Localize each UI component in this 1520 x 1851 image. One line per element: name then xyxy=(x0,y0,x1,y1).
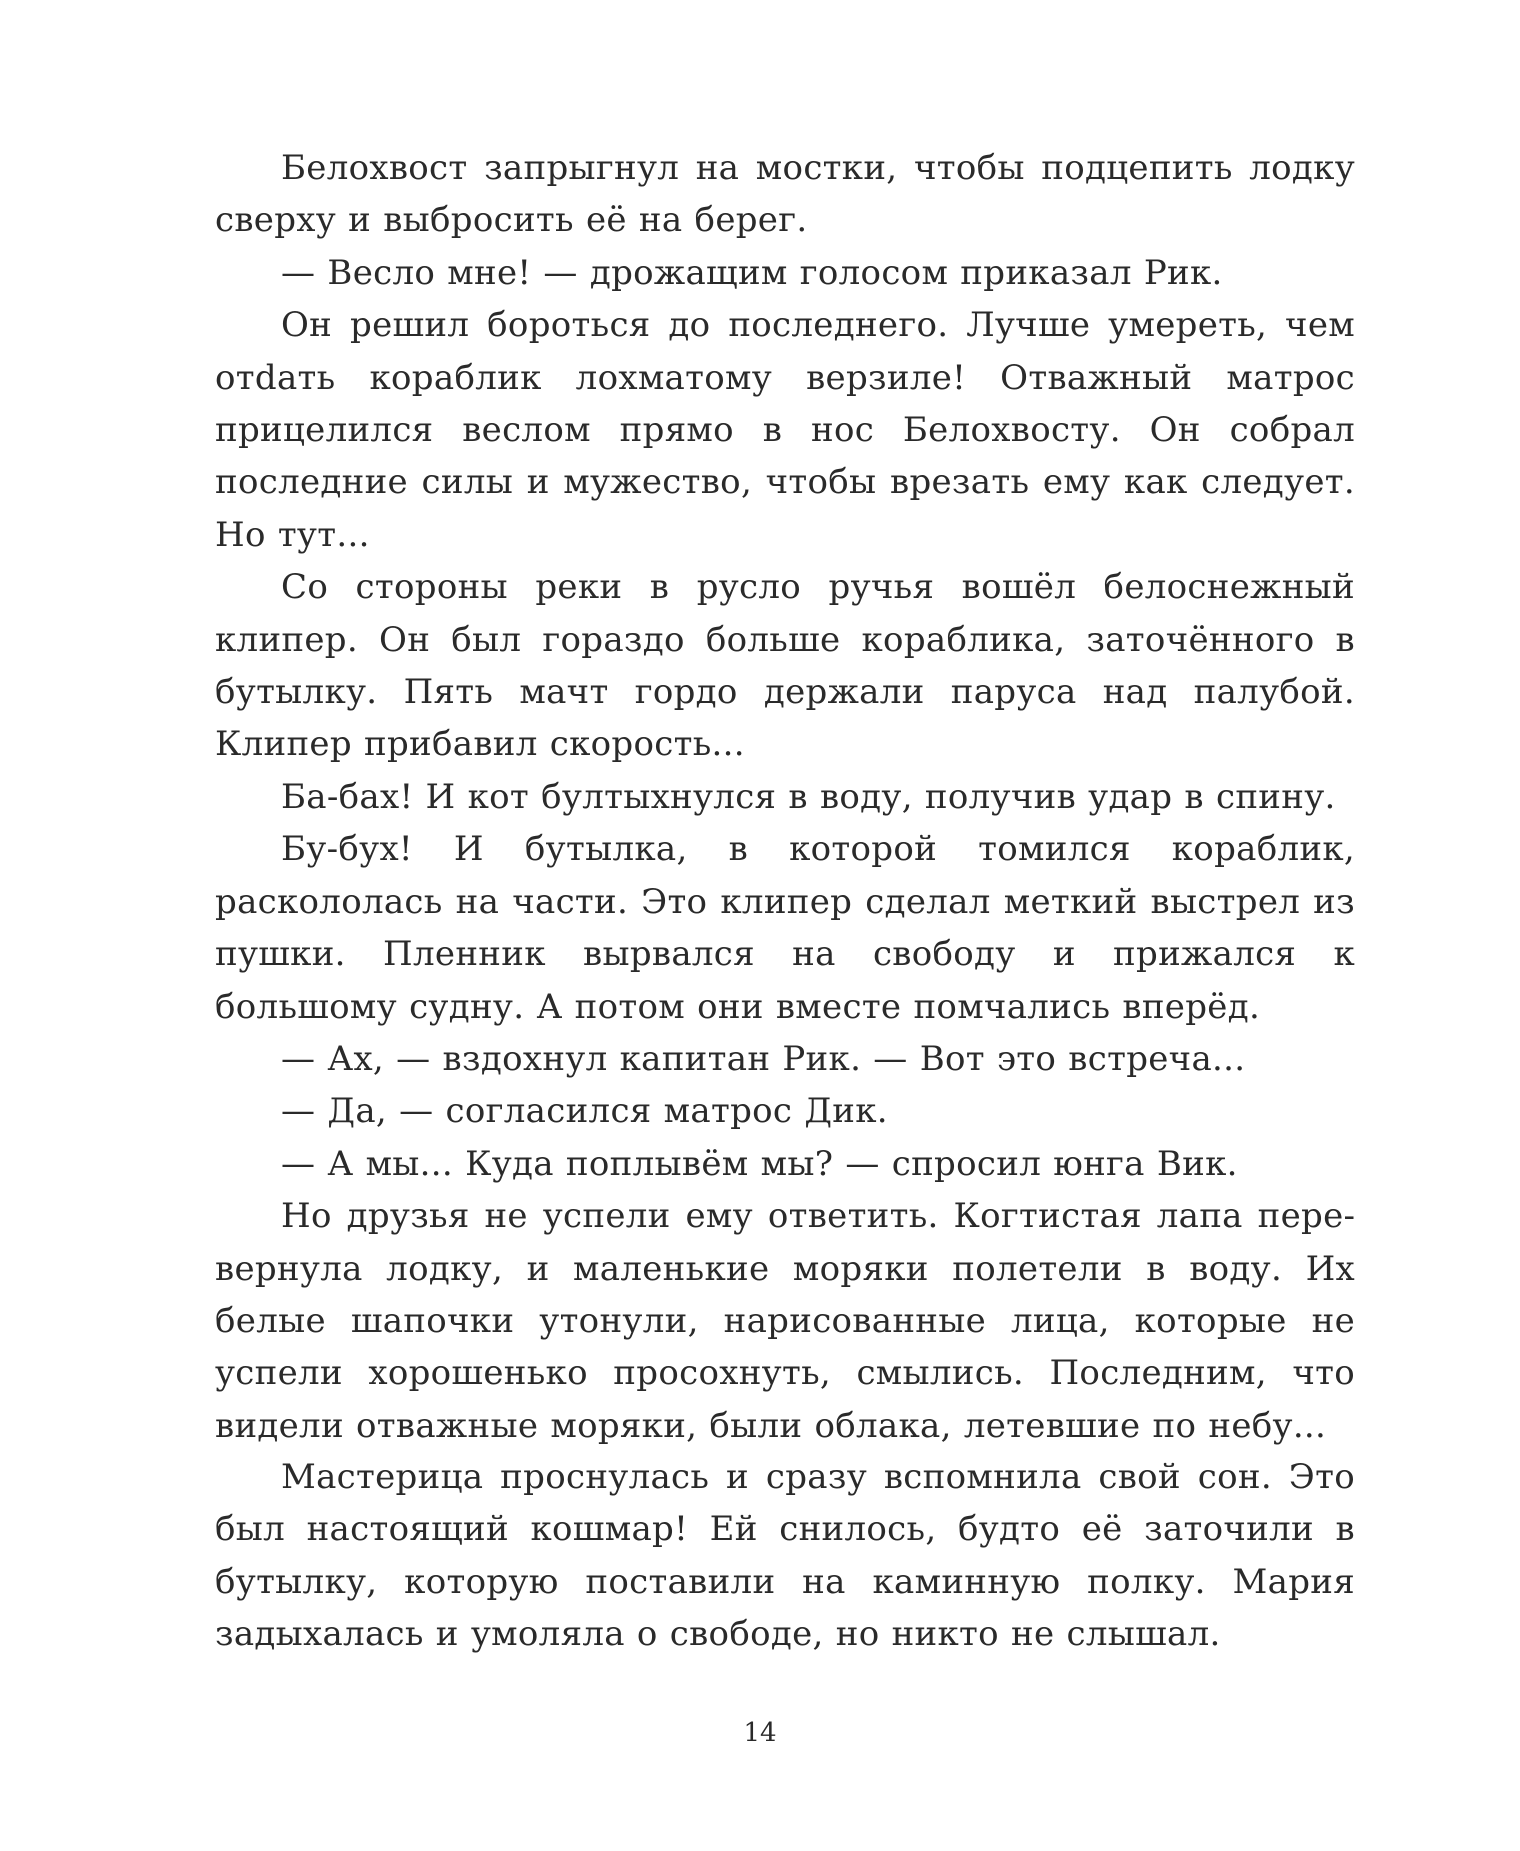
paragraph: Он решил бороться до последнего. Лучше умереть, чем отdать кораблик лохматому верзиле! Отважный матрос прицелился веслом прямо в нос Белохвосту. Он собрал последние силы и мужество, чтобы врезать ему как следует. Но тут... xyxy=(215,305,1355,555)
paragraph: — А мы... Куда поплывём мы? — спросил юнга Вик. xyxy=(281,1143,1238,1184)
main-text xyxy=(215,142,1355,1452)
paragraph: Мастерица проснулась и сразу вспомнила свой сон. Это был настоящий кошмар! Ей снилось, будто её заточили в бутылку, которую поставили на каминную полку. Мария задыхалась и умоляла о свободе, но никто не слышал. xyxy=(215,1457,1355,1655)
paragraph: — Да, — согласился матрос Дик. xyxy=(281,1091,888,1132)
paragraph: — Ах, — вздохнул капитан Рик. — Вот это встреча... xyxy=(281,1038,1246,1079)
paragraph: Бу-бух! И бутылка, в которой томился кораблик, раскололась на части. Это клипер сделал меткий выстрел из пушки. Пленник вырвался на свободу и прижался к большому судну. А потом они вместе помчались вперёд. xyxy=(215,829,1355,1027)
paragraph: Белохвост запрыгнул на мостки, чтобы подцепить лодку сверху и выбросить её на берег. xyxy=(215,148,1355,241)
paragraph: — Весло мне! — дрожащим голосом приказал Рик. xyxy=(281,252,1223,293)
paragraph: Но друзья не успели ему ответить. Когтистая лапа перевернула лодку, и маленькие моряки полетели в воду. Их белые шапочки утонули, нарисованные лица, которые не успели хорошенько просохнуть, смылись. Последним, что видели отважные моряки, были облака, летевшие по небу... xyxy=(215,1196,1355,1446)
page-number: 14 xyxy=(743,1718,777,1748)
paragraph: Со стороны реки в русло ручья вошёл белоснежный клипер. Он был гораздо больше кораблика, заточённого в бутылку. Пять мачт гордо держали паруса над палубой. Клипер прибавил скорость... xyxy=(215,567,1355,765)
paragraph: Ба-бах! И кот бултыхнулся в воду, получив удар в спину. xyxy=(281,776,1336,817)
afterword-text xyxy=(215,1451,1355,1661)
